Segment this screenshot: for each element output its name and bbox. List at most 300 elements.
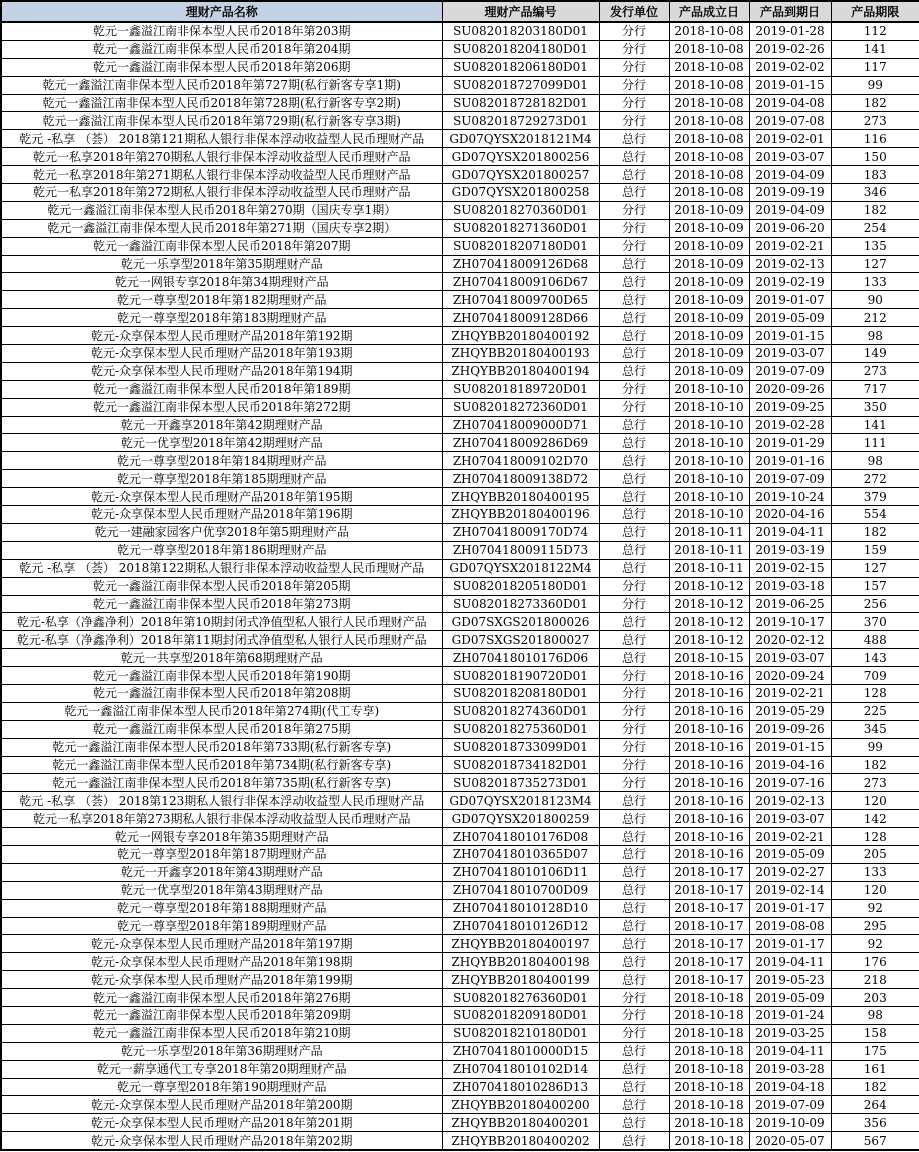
cell-start[interactable]: 2018-10-08 (669, 40, 749, 58)
cell-start[interactable]: 2018-10-08 (669, 166, 749, 184)
cell-issuer[interactable]: 总行 (599, 953, 669, 971)
cell-name[interactable]: 乾元一鑫溢江南非保本型人民币2018年第203期 (1, 22, 442, 40)
cell-issuer[interactable]: 总行 (599, 1060, 669, 1078)
cell-end[interactable]: 2019-04-08 (749, 94, 831, 112)
cell-term[interactable]: 142 (831, 810, 919, 828)
cell-start[interactable]: 2018-10-08 (669, 94, 749, 112)
cell-term[interactable]: 92 (831, 899, 919, 917)
cell-name[interactable]: 乾元一网银专享2018年第34期理财产品 (1, 273, 442, 291)
cell-end[interactable]: 2019-07-09 (749, 1096, 831, 1114)
cell-end[interactable]: 2019-02-19 (749, 273, 831, 291)
cell-issuer[interactable]: 总行 (599, 1114, 669, 1132)
cell-term[interactable]: 175 (831, 1042, 919, 1060)
cell-code[interactable]: ZHQYBB20180400196 (442, 506, 599, 524)
cell-code[interactable]: ZH070418010176D06 (442, 649, 599, 667)
cell-start[interactable]: 2018-10-08 (669, 22, 749, 40)
cell-issuer[interactable]: 总行 (599, 309, 669, 327)
cell-term[interactable]: 345 (831, 720, 919, 738)
cell-code[interactable]: GD07QYSX201800259 (442, 810, 599, 828)
cell-code[interactable]: SU082018275360D01 (442, 720, 599, 738)
cell-name[interactable]: 乾元一鑫溢江南非保本型人民币2018年第272期 (1, 398, 442, 416)
cell-start[interactable]: 2018-10-08 (669, 130, 749, 148)
cell-end[interactable]: 2019-02-26 (749, 40, 831, 58)
cell-start[interactable]: 2018-10-11 (669, 523, 749, 541)
cell-end[interactable]: 2019-02-15 (749, 559, 831, 577)
cell-code[interactable]: ZH070418010365D07 (442, 845, 599, 863)
cell-name[interactable]: 乾元一鑫溢江南非保本型人民币2018年第274期(代工专享) (1, 702, 442, 720)
cell-end[interactable]: 2019-03-28 (749, 1060, 831, 1078)
cell-term[interactable]: 273 (831, 112, 919, 130)
cell-name[interactable]: 乾元一私享2018年第270期私人银行非保本浮动收益型人民币理财产品 (1, 148, 442, 166)
cell-name[interactable]: 乾元-众享保本型人民币理财产品2018年第195期 (1, 488, 442, 506)
cell-code[interactable]: ZHQYBB20180400202 (442, 1132, 599, 1150)
cell-term[interactable]: 182 (831, 523, 919, 541)
cell-issuer[interactable]: 分行 (599, 40, 669, 58)
cell-start[interactable]: 2018-10-12 (669, 595, 749, 613)
cell-issuer[interactable]: 总行 (599, 166, 669, 184)
cell-issuer[interactable]: 分行 (599, 398, 669, 416)
cell-issuer[interactable]: 分行 (599, 595, 669, 613)
cell-code[interactable]: ZH070418009170D74 (442, 523, 599, 541)
cell-end[interactable]: 2019-01-07 (749, 291, 831, 309)
cell-code[interactable]: ZHQYBB20180400194 (442, 362, 599, 380)
cell-end[interactable]: 2019-02-14 (749, 881, 831, 899)
cell-name[interactable]: 乾元一鑫溢江南非保本型人民币2018年第207期 (1, 237, 442, 255)
cell-name[interactable]: 乾元一优享型2018年第43期理财产品 (1, 881, 442, 899)
cell-code[interactable]: GD07QYSX201800258 (442, 184, 599, 202)
cell-term[interactable]: 161 (831, 1060, 919, 1078)
cell-code[interactable]: ZH070418009286D69 (442, 434, 599, 452)
cell-code[interactable]: SU082018210180D01 (442, 1024, 599, 1042)
cell-end[interactable]: 2019-05-29 (749, 702, 831, 720)
cell-end[interactable]: 2019-06-20 (749, 219, 831, 237)
cell-issuer[interactable]: 分行 (599, 667, 669, 685)
cell-name[interactable]: 乾元一尊享型2018年第187期理财产品 (1, 845, 442, 863)
cell-start[interactable]: 2018-10-12 (669, 577, 749, 595)
cell-end[interactable]: 2019-02-21 (749, 828, 831, 846)
cell-name[interactable]: 乾元一优享型2018年第42期理财产品 (1, 434, 442, 452)
cell-issuer[interactable]: 总行 (599, 488, 669, 506)
cell-term[interactable]: 273 (831, 774, 919, 792)
cell-end[interactable]: 2019-07-16 (749, 774, 831, 792)
cell-start[interactable]: 2018-10-12 (669, 613, 749, 631)
cell-code[interactable]: ZH070418009115D73 (442, 541, 599, 559)
cell-start[interactable]: 2018-10-18 (669, 1096, 749, 1114)
cell-term[interactable]: 157 (831, 577, 919, 595)
cell-end[interactable]: 2019-01-24 (749, 1006, 831, 1024)
cell-end[interactable]: 2020-09-24 (749, 667, 831, 685)
cell-code[interactable]: ZH070418010128D10 (442, 899, 599, 917)
cell-start[interactable]: 2018-10-11 (669, 559, 749, 577)
cell-term[interactable]: 141 (831, 416, 919, 434)
cell-start[interactable]: 2018-10-09 (669, 327, 749, 345)
cell-issuer[interactable]: 分行 (599, 774, 669, 792)
cell-name[interactable]: 乾元 -私享 （荟） 2018第123期私人银行非保本浮动收益型人民币理财产品 (1, 792, 442, 810)
cell-end[interactable]: 2019-03-18 (749, 577, 831, 595)
cell-end[interactable]: 2019-06-25 (749, 595, 831, 613)
cell-code[interactable]: ZH070418010176D08 (442, 828, 599, 846)
cell-end[interactable]: 2019-10-24 (749, 488, 831, 506)
cell-end[interactable]: 2019-01-29 (749, 434, 831, 452)
cell-name[interactable]: 乾元-众享保本型人民币理财产品2018年第202期 (1, 1132, 442, 1150)
cell-issuer[interactable]: 分行 (599, 219, 669, 237)
cell-name[interactable]: 乾元一鑫溢江南非保本型人民币2018年第208期 (1, 684, 442, 702)
cell-start[interactable]: 2018-10-09 (669, 201, 749, 219)
cell-start[interactable]: 2018-10-16 (669, 667, 749, 685)
cell-name[interactable]: 乾元一网银专享2018年第35期理财产品 (1, 828, 442, 846)
cell-code[interactable]: ZH070418009000D71 (442, 416, 599, 434)
cell-start[interactable]: 2018-10-09 (669, 345, 749, 363)
cell-term[interactable]: 182 (831, 201, 919, 219)
cell-issuer[interactable]: 总行 (599, 613, 669, 631)
cell-issuer[interactable]: 总行 (599, 273, 669, 291)
cell-issuer[interactable]: 分行 (599, 738, 669, 756)
cell-issuer[interactable]: 总行 (599, 1042, 669, 1060)
cell-code[interactable]: SU082018204180D01 (442, 40, 599, 58)
cell-end[interactable]: 2019-02-01 (749, 130, 831, 148)
cell-issuer[interactable]: 分行 (599, 22, 669, 40)
cell-term[interactable]: 264 (831, 1096, 919, 1114)
cell-start[interactable]: 2018-10-17 (669, 917, 749, 935)
cell-issuer[interactable]: 总行 (599, 362, 669, 380)
cell-code[interactable]: ZH070418009102D70 (442, 452, 599, 470)
cell-term[interactable]: 116 (831, 130, 919, 148)
cell-end[interactable]: 2019-03-07 (749, 345, 831, 363)
cell-code[interactable]: ZHQYBB20180400197 (442, 935, 599, 953)
cell-code[interactable]: ZH070418009128D66 (442, 309, 599, 327)
cell-name[interactable]: 乾元-私享（净鑫净利）2018年第11期封闭式净值型私人银行人民币理财产品 (1, 631, 442, 649)
cell-name[interactable]: 乾元一鑫溢江南非保本型人民币2018年第729期(私行新客专享3期) (1, 112, 442, 130)
cell-name[interactable]: 乾元-众享保本型人民币理财产品2018年第193期 (1, 345, 442, 363)
cell-start[interactable]: 2018-10-16 (669, 828, 749, 846)
cell-end[interactable]: 2019-10-09 (749, 1114, 831, 1132)
cell-end[interactable]: 2019-03-07 (749, 649, 831, 667)
cell-code[interactable]: ZH070418009106D67 (442, 273, 599, 291)
cell-name[interactable]: 乾元一尊享型2018年第188期理财产品 (1, 899, 442, 917)
cell-name[interactable]: 乾元一鑫溢江南非保本型人民币2018年第271期（国庆专享2期） (1, 219, 442, 237)
cell-name[interactable]: 乾元一鑫溢江南非保本型人民币2018年第735期(私行新客专享) (1, 774, 442, 792)
cell-name[interactable]: 乾元一私享2018年第272期私人银行非保本浮动收益型人民币理财产品 (1, 184, 442, 202)
cell-issuer[interactable]: 分行 (599, 58, 669, 76)
cell-code[interactable]: SU082018735273D01 (442, 774, 599, 792)
cell-term[interactable]: 128 (831, 684, 919, 702)
cell-term[interactable]: 182 (831, 1078, 919, 1096)
cell-name[interactable]: 乾元一鑫溢江南非保本型人民币2018年第727期(私行新客专享1期) (1, 76, 442, 94)
cell-start[interactable]: 2018-10-18 (669, 1006, 749, 1024)
cell-issuer[interactable]: 总行 (599, 631, 669, 649)
cell-end[interactable]: 2019-04-16 (749, 756, 831, 774)
cell-end[interactable]: 2019-01-15 (749, 76, 831, 94)
cell-end[interactable]: 2019-05-23 (749, 971, 831, 989)
cell-name[interactable]: 乾元-众享保本型人民币理财产品2018年第194期 (1, 362, 442, 380)
column-header-end-date[interactable]: 产品到期日 (749, 1, 831, 22)
cell-end[interactable]: 2019-04-18 (749, 1078, 831, 1096)
cell-code[interactable]: ZH070418009138D72 (442, 470, 599, 488)
column-header-product-name[interactable]: 理财产品名称 (1, 1, 442, 22)
cell-end[interactable]: 2020-02-12 (749, 631, 831, 649)
cell-start[interactable]: 2018-10-17 (669, 971, 749, 989)
cell-start[interactable]: 2018-10-10 (669, 488, 749, 506)
cell-issuer[interactable]: 总行 (599, 810, 669, 828)
cell-term[interactable]: 143 (831, 649, 919, 667)
cell-start[interactable]: 2018-10-18 (669, 1042, 749, 1060)
cell-end[interactable]: 2019-05-09 (749, 845, 831, 863)
cell-end[interactable]: 2019-03-07 (749, 148, 831, 166)
cell-name[interactable]: 乾元一共享型2018年第68期理财产品 (1, 649, 442, 667)
cell-end[interactable]: 2020-05-07 (749, 1132, 831, 1150)
cell-issuer[interactable]: 总行 (599, 899, 669, 917)
cell-end[interactable]: 2020-09-26 (749, 380, 831, 398)
cell-issuer[interactable]: 总行 (599, 291, 669, 309)
cell-term[interactable]: 709 (831, 667, 919, 685)
cell-term[interactable]: 356 (831, 1114, 919, 1132)
cell-issuer[interactable]: 总行 (599, 148, 669, 166)
cell-term[interactable]: 254 (831, 219, 919, 237)
cell-issuer[interactable]: 分行 (599, 684, 669, 702)
cell-issuer[interactable]: 总行 (599, 935, 669, 953)
cell-start[interactable]: 2018-10-17 (669, 881, 749, 899)
cell-code[interactable]: GD07QYSX201800256 (442, 148, 599, 166)
cell-end[interactable]: 2019-01-17 (749, 899, 831, 917)
cell-end[interactable]: 2019-05-09 (749, 989, 831, 1007)
cell-name[interactable]: 乾元-私享（净鑫净利）2018年第10期封闭式净值型私人银行人民币理财产品 (1, 613, 442, 631)
cell-end[interactable]: 2019-02-28 (749, 416, 831, 434)
cell-name[interactable]: 乾元一鑫溢江南非保本型人民币2018年第734期(私行新客专享) (1, 756, 442, 774)
cell-term[interactable]: 158 (831, 1024, 919, 1042)
cell-term[interactable]: 182 (831, 756, 919, 774)
cell-term[interactable]: 127 (831, 255, 919, 273)
cell-start[interactable]: 2018-10-10 (669, 398, 749, 416)
cell-term[interactable]: 111 (831, 434, 919, 452)
cell-code[interactable]: ZH070418009126D68 (442, 255, 599, 273)
cell-start[interactable]: 2018-10-08 (669, 184, 749, 202)
cell-term[interactable]: 350 (831, 398, 919, 416)
cell-name[interactable]: 乾元一鑫溢江南非保本型人民币2018年第210期 (1, 1024, 442, 1042)
cell-end[interactable]: 2019-04-11 (749, 1042, 831, 1060)
cell-start[interactable]: 2018-10-16 (669, 756, 749, 774)
cell-code[interactable]: SU082018734182D01 (442, 756, 599, 774)
cell-issuer[interactable]: 分行 (599, 201, 669, 219)
cell-start[interactable]: 2018-10-09 (669, 273, 749, 291)
cell-name[interactable]: 乾元一尊享型2018年第183期理财产品 (1, 309, 442, 327)
cell-start[interactable]: 2018-10-16 (669, 810, 749, 828)
cell-code[interactable]: SU082018271360D01 (442, 219, 599, 237)
cell-end[interactable]: 2019-01-15 (749, 327, 831, 345)
cell-term[interactable]: 133 (831, 863, 919, 881)
cell-term[interactable]: 205 (831, 845, 919, 863)
cell-name[interactable]: 乾元一乐享型2018年第36期理财产品 (1, 1042, 442, 1060)
cell-issuer[interactable]: 总行 (599, 470, 669, 488)
cell-term[interactable]: 120 (831, 792, 919, 810)
cell-name[interactable]: 乾元一开鑫享2018年第42期理财产品 (1, 416, 442, 434)
cell-term[interactable]: 488 (831, 631, 919, 649)
cell-code[interactable]: SU082018189720D01 (442, 380, 599, 398)
cell-term[interactable]: 117 (831, 58, 919, 76)
cell-name[interactable]: 乾元一尊享型2018年第190期理财产品 (1, 1078, 442, 1096)
cell-term[interactable]: 225 (831, 702, 919, 720)
cell-end[interactable]: 2019-02-13 (749, 792, 831, 810)
cell-term[interactable]: 717 (831, 380, 919, 398)
cell-issuer[interactable]: 分行 (599, 756, 669, 774)
cell-end[interactable]: 2019-01-15 (749, 738, 831, 756)
cell-code[interactable]: GD07QYSX2018121M4 (442, 130, 599, 148)
cell-end[interactable]: 2019-01-28 (749, 22, 831, 40)
cell-term[interactable]: 203 (831, 989, 919, 1007)
cell-name[interactable]: 乾元一鑫溢江南非保本型人民币2018年第733期(私行新客专享) (1, 738, 442, 756)
cell-name[interactable]: 乾元-众享保本型人民币理财产品2018年第198期 (1, 953, 442, 971)
cell-name[interactable]: 乾元一尊享型2018年第184期理财产品 (1, 452, 442, 470)
cell-code[interactable]: SU082018728182D01 (442, 94, 599, 112)
cell-start[interactable]: 2018-10-16 (669, 774, 749, 792)
cell-start[interactable]: 2018-10-18 (669, 989, 749, 1007)
cell-code[interactable]: SU082018276360D01 (442, 989, 599, 1007)
cell-code[interactable]: ZHQYBB20180400200 (442, 1096, 599, 1114)
cell-term[interactable]: 98 (831, 327, 919, 345)
cell-code[interactable]: ZH070418010126D12 (442, 917, 599, 935)
cell-end[interactable]: 2019-07-09 (749, 470, 831, 488)
cell-issuer[interactable]: 总行 (599, 1132, 669, 1150)
cell-code[interactable]: SU082018209180D01 (442, 1006, 599, 1024)
cell-name[interactable]: 乾元-众享保本型人民币理财产品2018年第199期 (1, 971, 442, 989)
cell-term[interactable]: 295 (831, 917, 919, 935)
cell-name[interactable]: 乾元-众享保本型人民币理财产品2018年第192期 (1, 327, 442, 345)
cell-end[interactable]: 2019-03-07 (749, 810, 831, 828)
cell-start[interactable]: 2018-10-10 (669, 416, 749, 434)
cell-issuer[interactable]: 分行 (599, 112, 669, 130)
cell-term[interactable]: 150 (831, 148, 919, 166)
cell-term[interactable]: 272 (831, 470, 919, 488)
cell-end[interactable]: 2019-01-17 (749, 935, 831, 953)
cell-name[interactable]: 乾元一鑫溢江南非保本型人民币2018年第204期 (1, 40, 442, 58)
cell-term[interactable]: 92 (831, 935, 919, 953)
cell-issuer[interactable]: 总行 (599, 130, 669, 148)
cell-start[interactable]: 2018-10-10 (669, 470, 749, 488)
cell-name[interactable]: 乾元一尊享型2018年第189期理财产品 (1, 917, 442, 935)
cell-start[interactable]: 2018-10-17 (669, 935, 749, 953)
cell-term[interactable]: 218 (831, 971, 919, 989)
cell-start[interactable]: 2018-10-10 (669, 434, 749, 452)
cell-start[interactable]: 2018-10-16 (669, 720, 749, 738)
cell-name[interactable]: 乾元一鑫溢江南非保本型人民币2018年第190期 (1, 667, 442, 685)
cell-issuer[interactable]: 总行 (599, 792, 669, 810)
cell-code[interactable]: ZH070418010000D15 (442, 1042, 599, 1060)
cell-start[interactable]: 2018-10-12 (669, 631, 749, 649)
cell-term[interactable]: 379 (831, 488, 919, 506)
cell-term[interactable]: 128 (831, 828, 919, 846)
cell-name[interactable]: 乾元一鑫溢江南非保本型人民币2018年第189期 (1, 380, 442, 398)
cell-name[interactable]: 乾元一开鑫享2018年第43期理财产品 (1, 863, 442, 881)
cell-term[interactable]: 159 (831, 541, 919, 559)
cell-name[interactable]: 乾元一乐享型2018年第35期理财产品 (1, 255, 442, 273)
cell-end[interactable]: 2019-07-09 (749, 362, 831, 380)
cell-issuer[interactable]: 总行 (599, 845, 669, 863)
cell-end[interactable]: 2019-02-21 (749, 237, 831, 255)
cell-code[interactable]: SU082018208180D01 (442, 684, 599, 702)
cell-issuer[interactable]: 总行 (599, 649, 669, 667)
cell-code[interactable]: SU082018205180D01 (442, 577, 599, 595)
cell-code[interactable]: SU082018203180D01 (442, 22, 599, 40)
cell-code[interactable]: ZH070418010102D14 (442, 1060, 599, 1078)
cell-issuer[interactable]: 总行 (599, 434, 669, 452)
cell-issuer[interactable]: 总行 (599, 541, 669, 559)
cell-code[interactable]: ZHQYBB20180400198 (442, 953, 599, 971)
cell-code[interactable]: GD07QYSX2018123M4 (442, 792, 599, 810)
cell-issuer[interactable]: 总行 (599, 559, 669, 577)
cell-code[interactable]: SU082018274360D01 (442, 702, 599, 720)
cell-start[interactable]: 2018-10-09 (669, 255, 749, 273)
cell-end[interactable]: 2019-10-17 (749, 613, 831, 631)
cell-code[interactable]: ZHQYBB20180400201 (442, 1114, 599, 1132)
cell-code[interactable]: SU082018733099D01 (442, 738, 599, 756)
cell-start[interactable]: 2018-10-18 (669, 1078, 749, 1096)
cell-end[interactable]: 2019-09-25 (749, 398, 831, 416)
cell-term[interactable]: 98 (831, 452, 919, 470)
cell-name[interactable]: 乾元一尊享型2018年第182期理财产品 (1, 291, 442, 309)
cell-issuer[interactable]: 分行 (599, 237, 669, 255)
cell-start[interactable]: 2018-10-08 (669, 112, 749, 130)
cell-term[interactable]: 120 (831, 881, 919, 899)
cell-code[interactable]: SU082018272360D01 (442, 398, 599, 416)
cell-code[interactable]: SU082018727099D01 (442, 76, 599, 94)
cell-start[interactable]: 2018-10-18 (669, 1114, 749, 1132)
cell-name[interactable]: 乾元-众享保本型人民币理财产品2018年第196期 (1, 506, 442, 524)
cell-start[interactable]: 2018-10-09 (669, 309, 749, 327)
cell-name[interactable]: 乾元一尊享型2018年第186期理财产品 (1, 541, 442, 559)
cell-issuer[interactable]: 分行 (599, 720, 669, 738)
cell-issuer[interactable]: 总行 (599, 452, 669, 470)
cell-term[interactable]: 99 (831, 738, 919, 756)
cell-end[interactable]: 2019-04-09 (749, 166, 831, 184)
cell-name[interactable]: 乾元 -私享 （荟） 2018第122期私人银行非保本浮动收益型人民币理财产品 (1, 559, 442, 577)
cell-issuer[interactable]: 总行 (599, 881, 669, 899)
cell-name[interactable]: 乾元一鑫溢江南非保本型人民币2018年第275期 (1, 720, 442, 738)
cell-code[interactable]: ZHQYBB20180400199 (442, 971, 599, 989)
cell-end[interactable]: 2019-03-19 (749, 541, 831, 559)
cell-start[interactable]: 2018-10-17 (669, 953, 749, 971)
cell-code[interactable]: GD07SXGS201800027 (442, 631, 599, 649)
cell-end[interactable]: 2019-09-26 (749, 720, 831, 738)
cell-start[interactable]: 2018-10-18 (669, 1132, 749, 1150)
cell-start[interactable]: 2018-10-08 (669, 76, 749, 94)
column-header-issuer[interactable]: 发行单位 (599, 1, 669, 22)
cell-start[interactable]: 2018-10-09 (669, 362, 749, 380)
cell-name[interactable]: 乾元一鑫溢江南非保本型人民币2018年第206期 (1, 58, 442, 76)
cell-term[interactable]: 212 (831, 309, 919, 327)
cell-code[interactable]: ZHQYBB20180400195 (442, 488, 599, 506)
cell-code[interactable]: ZH070418009700D65 (442, 291, 599, 309)
cell-start[interactable]: 2018-10-18 (669, 1060, 749, 1078)
cell-end[interactable]: 2019-07-08 (749, 112, 831, 130)
cell-end[interactable]: 2019-04-09 (749, 201, 831, 219)
cell-issuer[interactable]: 分行 (599, 577, 669, 595)
cell-term[interactable]: 370 (831, 613, 919, 631)
cell-start[interactable]: 2018-10-16 (669, 738, 749, 756)
cell-end[interactable]: 2019-04-11 (749, 523, 831, 541)
cell-issuer[interactable]: 总行 (599, 416, 669, 434)
column-header-product-code[interactable]: 理财产品编号 (442, 1, 599, 22)
cell-issuer[interactable]: 分行 (599, 1024, 669, 1042)
cell-start[interactable]: 2018-10-08 (669, 148, 749, 166)
cell-term[interactable]: 90 (831, 291, 919, 309)
cell-code[interactable]: SU082018729273D01 (442, 112, 599, 130)
cell-code[interactable]: ZHQYBB20180400193 (442, 345, 599, 363)
cell-issuer[interactable]: 总行 (599, 1096, 669, 1114)
cell-name[interactable]: 乾元一鑫溢江南非保本型人民币2018年第205期 (1, 577, 442, 595)
cell-end[interactable]: 2019-05-09 (749, 309, 831, 327)
cell-start[interactable]: 2018-10-17 (669, 863, 749, 881)
cell-issuer[interactable]: 分行 (599, 1006, 669, 1024)
cell-issuer[interactable]: 总行 (599, 184, 669, 202)
